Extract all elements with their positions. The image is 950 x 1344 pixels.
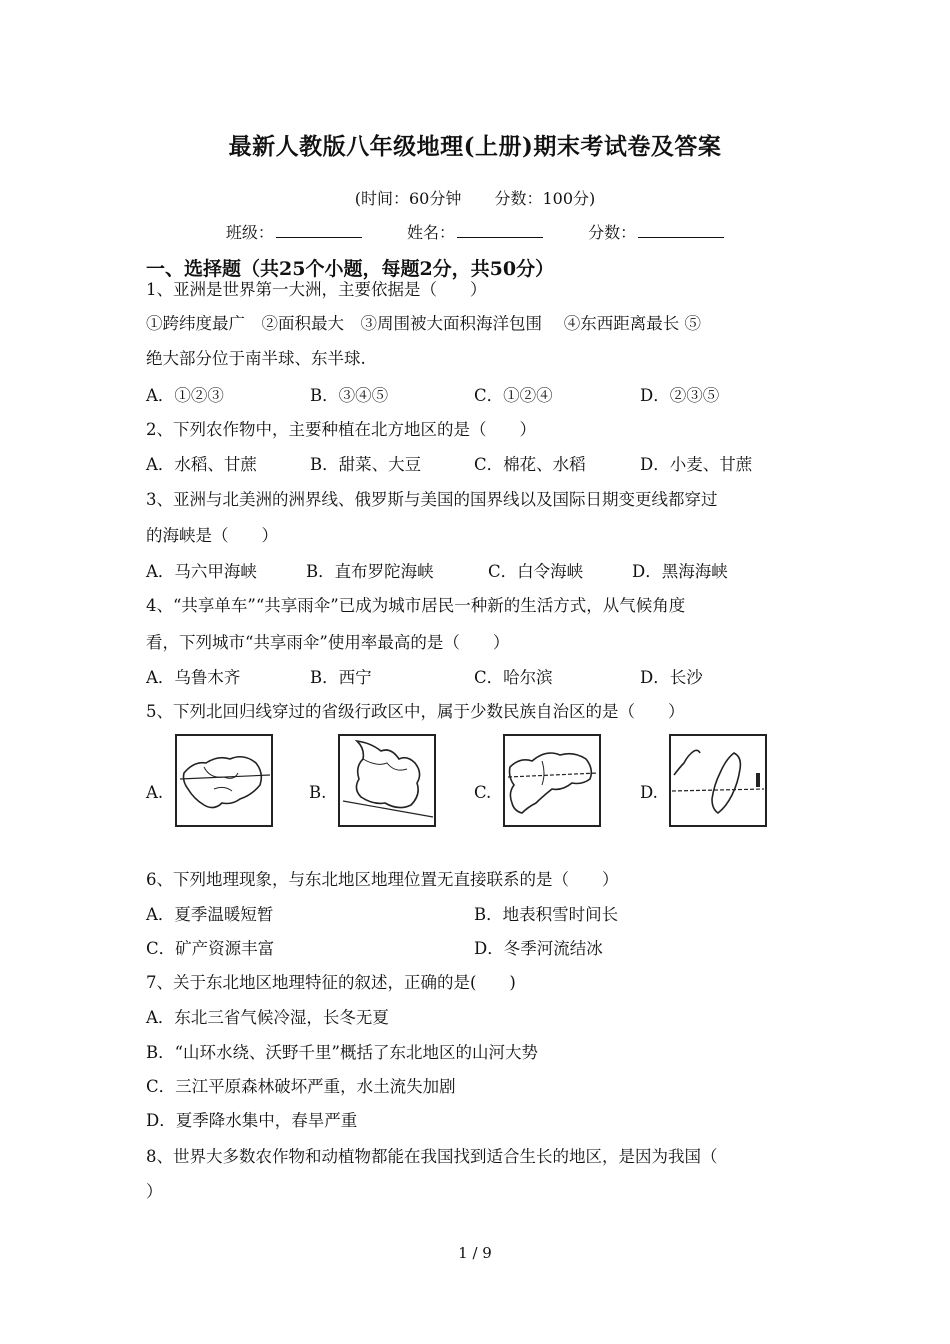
question-1-desc-line2: 绝大部分位于南半球、东半球. [146, 349, 366, 368]
option-c[interactable]: C．三江平原森林破坏严重，水土流失加剧 [146, 1077, 456, 1096]
score-blank[interactable] [638, 223, 724, 238]
question-8-stem-line1: 8、世界大多数农作物和动植物都能在我国找到适合生长的地区，是因为我国（ [146, 1147, 718, 1166]
yunnan-map-image [337, 733, 437, 828]
class-blank[interactable] [276, 223, 362, 238]
question-5-stem: 5、下列北回归线穿过的省级行政区中，属于少数民族自治区的是（ ） [146, 702, 685, 721]
question-1-options [146, 379, 810, 413]
option-d-label: D. [640, 783, 658, 802]
option-c[interactable]: C．矿产资源丰富 [146, 939, 275, 958]
option-b-map[interactable] [309, 733, 439, 828]
option-a[interactable]: A．马六甲海峡 [146, 562, 257, 581]
question-2-options [146, 448, 810, 482]
name-label: 姓名： [406, 223, 455, 242]
question-4-options [146, 661, 810, 695]
option-b[interactable]: B．③④⑤ [310, 386, 389, 405]
option-c-map[interactable] [474, 733, 604, 828]
question-3-options [146, 555, 810, 589]
option-c[interactable]: C．①②④ [474, 386, 553, 405]
guangxi-map-image [174, 733, 274, 828]
option-b[interactable]: B．“山环水绕、沃野千里”概括了东北地区的山河大势 [146, 1043, 538, 1062]
taiwan-map-image [668, 733, 768, 828]
question-7-stem: 7、关于东北地区地理特征的叙述，正确的是( ) [146, 973, 516, 992]
option-d[interactable]: D．黑海海峡 [632, 562, 728, 581]
option-d[interactable]: D．冬季河流结冰 [474, 939, 603, 958]
option-b[interactable]: B．西宁 [310, 668, 372, 687]
score-info: 分数：100分) [494, 189, 596, 208]
option-a-label: A. [146, 783, 164, 802]
option-d[interactable]: D．②③⑤ [640, 386, 720, 405]
option-c-label: C. [474, 783, 492, 802]
option-d[interactable]: D．长沙 [640, 668, 703, 687]
class-label: 班级： [225, 223, 274, 242]
question-1-stem: 1、亚洲是世界第一大洲，主要依据是（ ） [146, 280, 487, 299]
question-1-desc-line1: ①跨纬度最广 ②面积最大 ③周围被大面积海洋包围 ④东西距离最长 ⑤ [146, 314, 701, 333]
option-a[interactable]: A．①②③ [146, 386, 224, 405]
score-label: 分数： [588, 223, 637, 242]
question-4-stem-line2: 看，下列城市“共享雨伞”使用率最高的是（ ） [146, 633, 510, 652]
option-b[interactable]: B．直布罗陀海峡 [306, 562, 434, 581]
time-info: (时间：60分钟 [354, 189, 462, 208]
option-a[interactable]: A．乌鲁木齐 [146, 668, 241, 687]
question-8-stem-line2: ） [146, 1182, 163, 1201]
option-a-map[interactable] [146, 733, 276, 828]
option-d[interactable]: D．夏季降水集中，春旱严重 [146, 1111, 358, 1130]
student-fields [0, 220, 950, 243]
option-d[interactable]: D．小麦、甘蔗 [640, 455, 753, 474]
question-3-stem-line2: 的海峡是（ ） [146, 526, 278, 545]
option-d-map[interactable] [640, 733, 770, 828]
question-2-stem: 2、下列农作物中，主要种植在北方地区的是（ ） [146, 420, 536, 439]
option-c[interactable]: C．哈尔滨 [474, 668, 553, 687]
option-a[interactable]: A．东北三省气候冷湿，长冬无夏 [146, 1008, 389, 1027]
option-a[interactable]: A．夏季温暖短暂 [146, 905, 274, 924]
guangdong-map-image [502, 733, 602, 828]
question-6-stem: 6、下列地理现象，与东北地区地理位置无直接联系的是（ ） [146, 870, 619, 889]
option-a[interactable]: A．水稻、甘蔗 [146, 455, 257, 474]
option-c[interactable]: C．棉花、水稻 [474, 455, 586, 474]
question-4-stem-line1: 4、“共享单车”“共享雨伞”已成为城市居民一种新的生活方式，从气候角度 [146, 596, 686, 615]
option-c[interactable]: C．白令海峡 [488, 562, 584, 581]
page-number: 1 / 9 [458, 1244, 492, 1262]
page-title: 最新人教版八年级地理(上册)期末考试卷及答案 [228, 133, 722, 160]
question-3-stem-line1: 3、亚洲与北美洲的洲界线、俄罗斯与美国的国界线以及国际日期变更线都穿过 [146, 490, 718, 509]
name-blank[interactable] [457, 223, 543, 238]
option-b[interactable]: B．地表积雪时间长 [474, 905, 619, 924]
question-6-options-row1 [146, 898, 810, 932]
question-6-options-row2 [146, 932, 810, 966]
exam-meta [0, 186, 950, 209]
section-heading: 一、选择题（共25个小题，每题2分，共50分） [146, 258, 555, 280]
option-b-label: B. [309, 783, 327, 802]
option-b[interactable]: B．甜菜、大豆 [310, 455, 422, 474]
